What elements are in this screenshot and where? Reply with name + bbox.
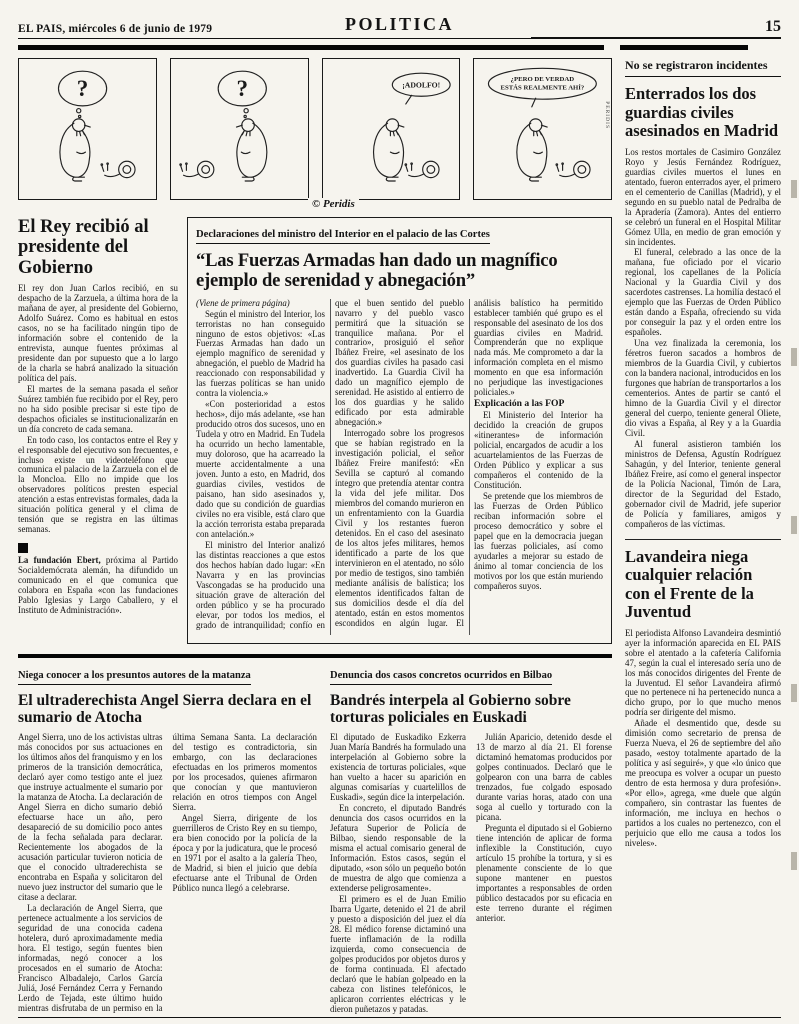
article-body-columns bbox=[196, 299, 603, 635]
comic-panel-2-drawing bbox=[171, 59, 308, 199]
comic-panel-4 bbox=[473, 58, 612, 200]
paragraph: La declaración de Angel Sierra, que pertenece actualmente a los servicios de seguridad de una conocida cadena hotelera, duró aproximadamente media hora. El testigo, según fuentes bien informadas, negó conocer a los procesados en el sumario de Atocha: Francisco Albadalejo, Carlos García Juliá, José Fernández Cerra y Fernando Lerdo de Tejada, este último huido mientras disfrutaba de un permiso en la última Semana Santa. La declaración del testigo es contradictoria, sin embargo, con las declaraciones efectuadas en los primeros momentos por los procesados, quienes afirmaron que conocían y que mantuvieron relación en otros tiempos con Angel Sierra. bbox=[18, 733, 317, 1013]
article-headline: El Rey recibió al presidente del Gobierno bbox=[18, 217, 149, 278]
page-bottom-rule bbox=[18, 1017, 781, 1019]
article-kicker: Niega conocer a los presuntos autores de la matanza bbox=[18, 670, 251, 685]
header-section-title: POLITICA bbox=[344, 14, 454, 34]
brief-paragraph bbox=[18, 556, 178, 616]
comic-panel-3-drawing bbox=[323, 59, 460, 199]
comic-credit: © Peridis bbox=[308, 198, 359, 210]
paragraph: Angel Sierra, dirigente de los guerrilleros de Cristo Rey en su tiempo, era bien conocido por la policía de la época y por la judicatura, que le procesó en 1971 por el asalto a la galería Theo, de Madrid, si bien el juicio que debía efectuarse ante el Tribunal de Orden Público nunca llegó a celebrarse. bbox=[172, 813, 317, 893]
article-enterrados bbox=[625, 85, 781, 529]
thought-question-mark: ? bbox=[236, 75, 248, 102]
article-body-columns bbox=[330, 733, 612, 1017]
article-body-columns bbox=[18, 733, 317, 1017]
article-headline: Bandrés interpela al Gobierno sobre torturas policiales en Euskadi bbox=[330, 691, 571, 727]
paragraph: El ministro del Interior analizó las distintas reacciones a que estos dos hechos habían dado lugar: «En Navarra y en las provincias Vascongadas se ha producido una situación grave de alteración del orden público y se ha procurado elevar, por todos los medios, el grado de intranquilidad; confío en que el buen sentido del pueblo navarro y del pueblo vasco permitirá que la situación se tranquilice mañana. Por el contrario», prosiguió el señor Ibáñez Freire, «el asesinato de los dos guardias civiles ha pasado casi inadvertido. La Guardia Civil ha dado un magnífico ejemplo de serenidad. He asistido al entierro de los dos guardias y he salido edificado por esta admirable abnegación.» bbox=[196, 298, 464, 630]
paragraph: El diputado de Euskadiko Ezkerra Juan María Bandrés ha formulado una interpelación al Gobierno sobre la existencia de torturas policiales, «que han vuelto a hacer su aparición en algunas comisarías y cuartelillos de Euskadi», según dice la interpelación. bbox=[330, 733, 466, 803]
article-lavandeira bbox=[625, 548, 781, 849]
snail-figure bbox=[405, 161, 439, 177]
thought-question-mark: ? bbox=[76, 75, 89, 102]
article-fuerzas-armadas bbox=[187, 217, 612, 644]
article-subhead: Explicación a las FOP bbox=[474, 398, 565, 410]
brief-lead: La fundación Ebert, bbox=[18, 555, 101, 566]
header-rule-row bbox=[18, 45, 781, 50]
comic-panel-4-drawing bbox=[474, 59, 611, 199]
man-figure bbox=[517, 119, 547, 181]
man-figure bbox=[236, 119, 266, 181]
paragraph: El Ministerio del Interior ha decidido la creación de grupos «itinerantes» de información policial, encargados de acudir a los acuartelamientos de las Fuerzas de Orden Público y explicar a sus compañeros el contenido de la Constitución. bbox=[474, 410, 603, 490]
brief-square-marker bbox=[18, 543, 28, 553]
comic-panel-1 bbox=[18, 58, 157, 200]
article-kicker: No se registraron incidentes bbox=[625, 58, 781, 77]
section-divider-rule bbox=[18, 654, 612, 659]
header-date: EL PAIS, miércoles 6 de junio de 1979 bbox=[18, 23, 213, 35]
snail-figure bbox=[556, 161, 590, 177]
speech-text-line2: ESTÁS REALMENTE AHÍ? bbox=[500, 84, 585, 92]
article-angel-sierra bbox=[18, 665, 317, 1017]
snail-figure bbox=[180, 161, 214, 177]
comic-panel-2 bbox=[170, 58, 309, 200]
paragraph: Según el ministro del Interior, los terroristas no han conseguido ninguno de estos objetivos: «Las Fuerzas Armadas han dado un ejemplo magnífico de serenidad y abnegación, el pueblo de Madrid ha reaccionado con responsabilidad y las fuerzas políticas se han unido contra la violencia.» bbox=[196, 308, 325, 399]
article-rey-recibio bbox=[18, 217, 178, 644]
speech-text: ¡ADOLFO! bbox=[401, 80, 440, 90]
brief-text: próxima al Partido Socialdemócrata alemán, ha difundido un comunicado en el que comunica que colabora en España «con las fundaciones Pablo Iglesias y Largo Caballero, y el Instituto de Administración». bbox=[18, 555, 178, 616]
paragraph: Se pretende que los miembros de las Fuerzas de Orden Público reciban información sobre el proceso democrático y sobre el papel que en la democracia juegan las fuerzas policiales, así como ayudarles a mejorar su estado de ánimo al tomar conciencia de los motivos por los que están muriendo compañeros suyos. bbox=[474, 490, 603, 591]
man-figure bbox=[373, 119, 403, 181]
right-sidebar bbox=[625, 58, 781, 1017]
paragraph: Pregunta el diputado si el Gobierno tiene intención de aplicar de forma inflexible la Constitución, cuyo artículo 15 prohíbe la tortura, y si es plenamente consciente de lo que supone mantener en puestos importantes a responsables de orden público destacados por su eficacia en este terreno durante el régimen anterior. bbox=[476, 823, 612, 923]
paragraph: Angel Sierra, uno de los activistas ultras más conocidos por sus actuaciones en los últimos años del franquismo y en los primeros de la transición democrática, declaró ayer como testigo ante el juez que instruye actualmente el sumario por la matanza de Atocha. La declaración de Angel Sierra en dicho sumario debió efectuarse hace un año, pero desapareció de su domicilio poco antes de la fecha señalada para declarar. Recientemente los abogados de la acusación particular tuvieron noticia de que el conocido ultraderechista se encontraba en España y solicitaron del nuevo juez instructor del sumario que le citase a declarar. bbox=[18, 733, 163, 902]
article-headline: Lavandeira niega cualquier relación con el Frente de la Juventud bbox=[625, 546, 754, 622]
artist-signature: PERIDIS bbox=[604, 101, 610, 129]
header-page-number: 15 bbox=[531, 18, 781, 39]
paragraph: El rey don Juan Carlos recibió, en su despacho de la Zarzuela, a última hora de la mañana de ayer, al presidente del Gobierno, Adolfo Suárez. Como es habitual en estos casos, no se ha facilitado ningún tipo de información sobre el contenido de la entrevista, aunque fuentes próximas al presidente dan por supuesto que a lo largo de la charla se habrá analizado la situación política del país. bbox=[18, 283, 178, 383]
article-kicker: Denuncia dos casos concretos ocurridos en Bilbao bbox=[330, 670, 552, 685]
paragraph: Interrogado sobre los progresos que se habían registrado en la investigación policial, el señor Ibáñez Freire manifestó: «En Sevilla se capturó al comando íntegro que pretendía atentar contra la vida del jefe militar. Dos miembros del comando murieron en un enfrentamiento con la Guardia Civil y los restantes fueron detenidos. En el caso del asesinato de los altos jefes militares, hemos identificado a parte de los que intervinieron en el atentado, no sólo por medio de testigos, sino también mediante análisis de balística; los elementos identificados faltan de sus domicilios desde el día del atentado, están en estos momentos escondidos en algún lugar. El análisis balístico ha permitido establecer también qué grupo es el responsable del asesinato de los dos guardias civiles en Madrid. Comprenderán que no explique nada más. Me comprometo a dar la información completa en el mismo momento en que esa información no perjudique las investigaciones policiales.» bbox=[335, 298, 603, 628]
article-kicker: Declaraciones del ministro del Interior en el palacio de las Cortes bbox=[196, 229, 490, 244]
paragraph: Los restos mortales de Casimiro González Royo y Jesús Fernández Rodríguez, guardias civiles muertos el lunes en atentado, fueron enterrados ayer, el primero en el cementerio de Canillas (Madrid), y el segundo en su pueblo natal de Pedralba de la Apradería (Zamora). Antes del entierro se celebró un funeral en el Hospital Militar Gómez Ulla, en medio de gran emoción y sin incidentes. bbox=[625, 146, 781, 247]
paragraph: El martes de la semana pasada el señor Suárez también fue recibido por el Rey, pero no ha sido posible precisar si este tipo de despachos oficiales se institucionalizarán en un día concreto de cada semana. bbox=[18, 383, 178, 434]
paragraph: El primero es el de Juan Emilio Ibarra Ugarte, detenido el 21 de abril y puesto a disposición del juez el día 28. El médico forense dictaminó una fuerte inflamación de la rodilla izquierda, como consecuencia de golpes producidos por objetos duros y de forma continuada. El afectado declaró que le habían golpeado en la cabeza con listines telefónicos, le aplicaron corrientes eléctricas y le dieron puñetazos y patadas. bbox=[330, 893, 466, 1014]
article-bandres bbox=[330, 665, 612, 1017]
comic-panel-1-drawing bbox=[19, 59, 156, 199]
thick-rule-right bbox=[620, 45, 748, 50]
article-headline: Enterrados los dos guardias civiles asesinados en Madrid bbox=[625, 84, 779, 141]
paragraph: Añade el desmentido que, desde su dimisión como secretario de prensa de Fuerza Nueva, el 26 de septiembre del año pasado, «estoy totalmente apartado de la política y así seguiré», y que «lo único que me preocupa es volver a ocupar un puesto dentro de esta hermosa y dura profesión». «Por ello», agrega, «me duele que algún compañero, sin contrastar las fuentes de información, me incluya en hechos o partidos a los cuales no pertenezco, con el perjuicio que ello me causa a todos los niveles». bbox=[625, 718, 781, 849]
speech-text-line1: ¿PERO DE VERDAD bbox=[510, 75, 575, 83]
article-headline: “Las Fuerzas Armadas han dado un magnífico ejemplo de serenidad y abnegación” bbox=[196, 249, 558, 292]
paragraph: Una vez finalizada la ceremonia, los féretros fueron sacados a hombros de miembros de la Guardia Civil, y cubiertos con la bandera nacional, introducidos en los furgones que habrían de transportarlos a los cementerios. Antes de partir se cantó el himno de la Guardia Civil y el director general del cuerpo, teniente general Oliete, dio vivas a España, al Rey y a la Guardia Civil. bbox=[625, 338, 782, 438]
article-headline: El ultraderechista Angel Sierra declara en el sumario de Atocha bbox=[18, 691, 312, 727]
continuation-note: (Viene de primera página) bbox=[196, 298, 290, 308]
sidebar-divider bbox=[625, 539, 781, 540]
paragraph: En todo caso, los contactos entre el Rey y el responsable del ejecutivo son frecuentes, e incluso existe un videoteléfono que comunica el palacio de la Zarzuela con el de la Moncloa. Ello no impide que los observadores políticos presten especial atención a estas entrevistas formales, dada la situación política general y el clima de tensión que se registra en las últimas semanas. bbox=[18, 434, 178, 535]
page-header bbox=[18, 14, 781, 39]
paragraph: En concreto, el diputado Bandrés denuncia dos casos ocurridos en la Jefatura Superior de Policía de Bilbao, siendo responsable de la misma el actual comisario general de Información. Estos casos, según el diputado, «son sólo un pequeño botón de muestra de algo que comienza a extenderse peligrosamente». bbox=[330, 803, 466, 893]
thick-rule-left bbox=[18, 45, 604, 50]
paragraph: «Con posterioridad a estos hechos», dijo más adelante, «se han producido otros dos sucesos, uno en Tudela y otro en Madrid. En Tudela ha ocurrido un hecho lamentable, muy doloroso, que ha acarreado la muerte accidentalmente a una joven. Junto a esto, en Madrid, dos guardias civiles, vestidos de paisano, han sido asesinados y, dado que su condición de guardias civiles no era visible, está claro que la acción terrorista estaba preparada con antelación.» bbox=[196, 399, 325, 539]
paragraph: El periodista Alfonso Lavandeira desmintió ayer la información aparecida en EL PAIS sobre el atentado a la cafetería California 47, según la cual el interesado sería uno de los más conocidos dirigentes del Frente de la Juventud. El señor Lavandeira afirmó que no pertenece ni ha pertenecido nunca a dicho grupo, por lo que mucho menos podría ser dirigente del mismo. bbox=[625, 627, 781, 718]
snail-figure bbox=[101, 161, 135, 177]
man-figure bbox=[60, 119, 90, 181]
paragraph: Julián Aparicio, detenido desde el 13 de marzo al día 21. El forense dictaminó hematomas producidos por golpes continuados. Declaró que le golpearon con una barra de cables trenzados, fue colgado esposado durante varias horas, atado con una soga al cuello y torturado con la picana. bbox=[476, 733, 612, 823]
brief-fundacion-ebert bbox=[18, 556, 178, 616]
scan-artifact-marks bbox=[791, 30, 797, 980]
paragraph: Al funeral asistieron también los ministros de Defensa, Agustín Rodríguez Sahagún, y del Interior, teniente general Ibáñez Freire, así como el general inspector de la Policía Nacional, Timón de Lara, director de la Seguridad del Estado, gobernador civil de Madrid, jefe superior de Policía y familiares, amigos y compañeros de las víctimas. bbox=[625, 438, 781, 529]
comic-strip bbox=[18, 58, 612, 208]
comic-panel-3 bbox=[322, 58, 461, 200]
paragraph: El funeral, celebrado a las once de la mañana, fue oficiado por el vicario regional, los capellanes de la Policía Nacional y la Guardia Civil y dos sacerdotes castrenses. La homilía destacó el ejemplo que las Fuerzas de Orden Público están dando a España, ofreciendo su vida por conseguir la paz y el orden entre los españoles. bbox=[625, 247, 781, 338]
